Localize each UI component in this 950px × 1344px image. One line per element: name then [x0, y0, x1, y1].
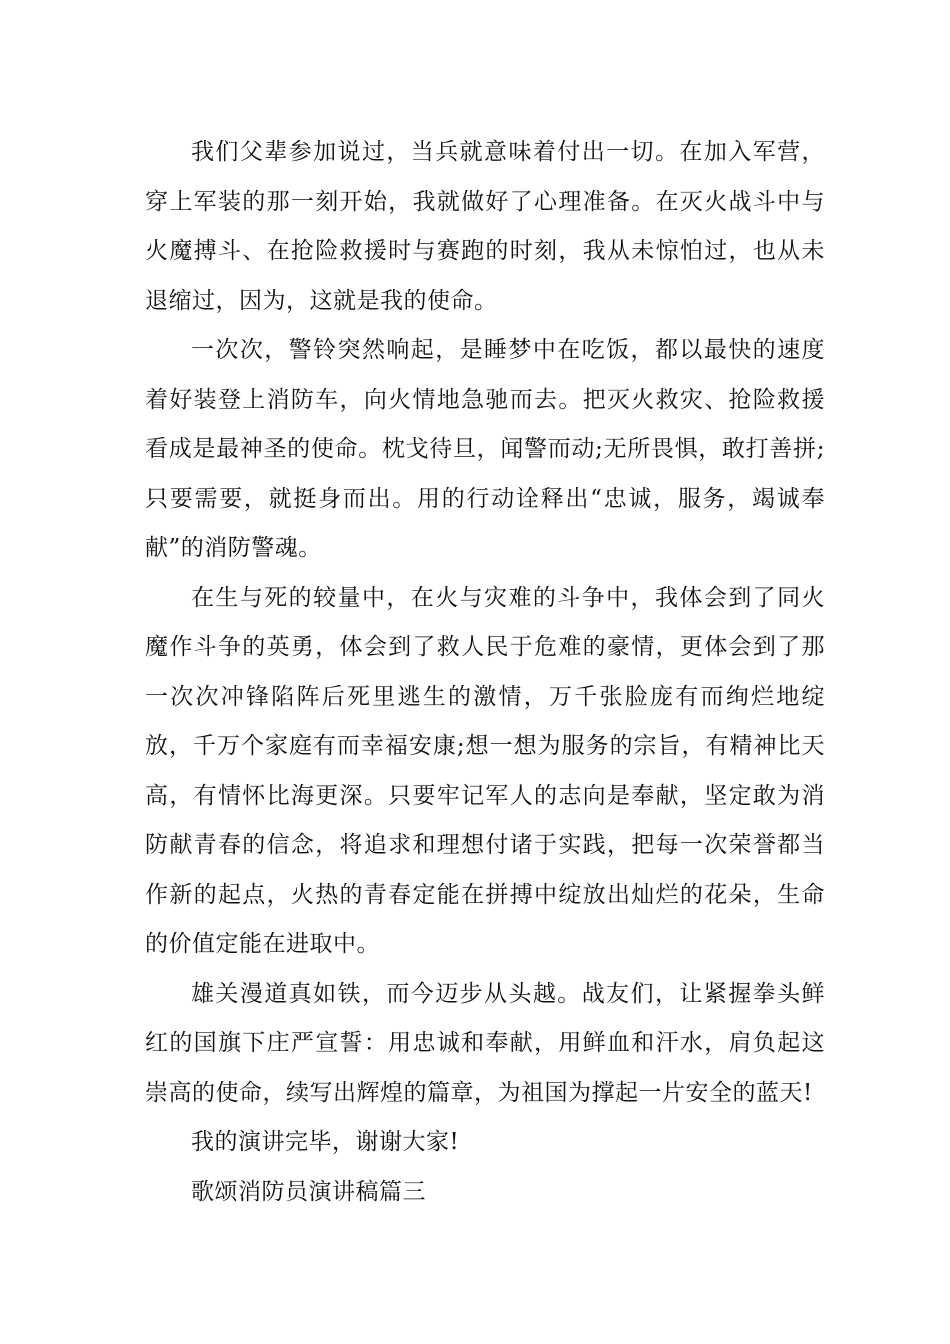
paragraph-3: 在生与死的较量中，在火与灾难的斗争中，我体会到了同火魔作斗争的英勇，体会到了救人民于危难的豪情，更体会到了那一次次冲锋陷阵后死里逃生的激情，万千张脸庞有而绚烂地绽放，千万个家庭有而幸福安康;想一想为服务的宗旨，有精神比天高，有情怀比海更深。只要牢记军人的志向是奉献，坚定敢为消防献青春的信念，将追求和理想付诸于实践，把每一次荣誉都当作新的起点，火热的青春定能在拼搏中绽放出灿烂的花朵，生命的价值定能在进取中。: [145, 584, 825, 957]
paragraph-4: 雄关漫道真如铁，而今迈步从头越。战友们，让紧握拳头鲜红的国旗下庄严宣誓：用忠诚和奉献，用鲜血和汗水，肩负起这崇高的使命，续写出辉煌的篇章，为祖国为撑起一片安全的蓝天!: [145, 980, 825, 1106]
closing-line: 我的演讲完毕，谢谢大家!: [191, 1129, 460, 1155]
section-heading: 歌颂消防员演讲稿篇三: [191, 1178, 426, 1205]
paragraph-2: 一次次，警铃突然响起，是睡梦中在吃饭，都以最快的速度着好装登上消防车，向火情地急驰而去。把灭火救灾、抢险救援看成是最神圣的使命。枕戈待旦，闻警而动;无所畏惧，敢打善拼;只要需要，就挺身而出。用的行动诠释出“忠诚，服务，竭诚奉献”的消防警魂。: [145, 337, 825, 561]
paragraph-1: 我们父辈参加说过，当兵就意味着付出一切。在加入军营，穿上军装的那一刻开始，我就做好了心理准备。在灭火战斗中与火魔搏斗、在抢险救援时与赛跑的时刻，我从未惊怕过，也从未退缩过，因为，这就是我的使命。: [145, 139, 825, 314]
document-body: [145, 128, 825, 1217]
